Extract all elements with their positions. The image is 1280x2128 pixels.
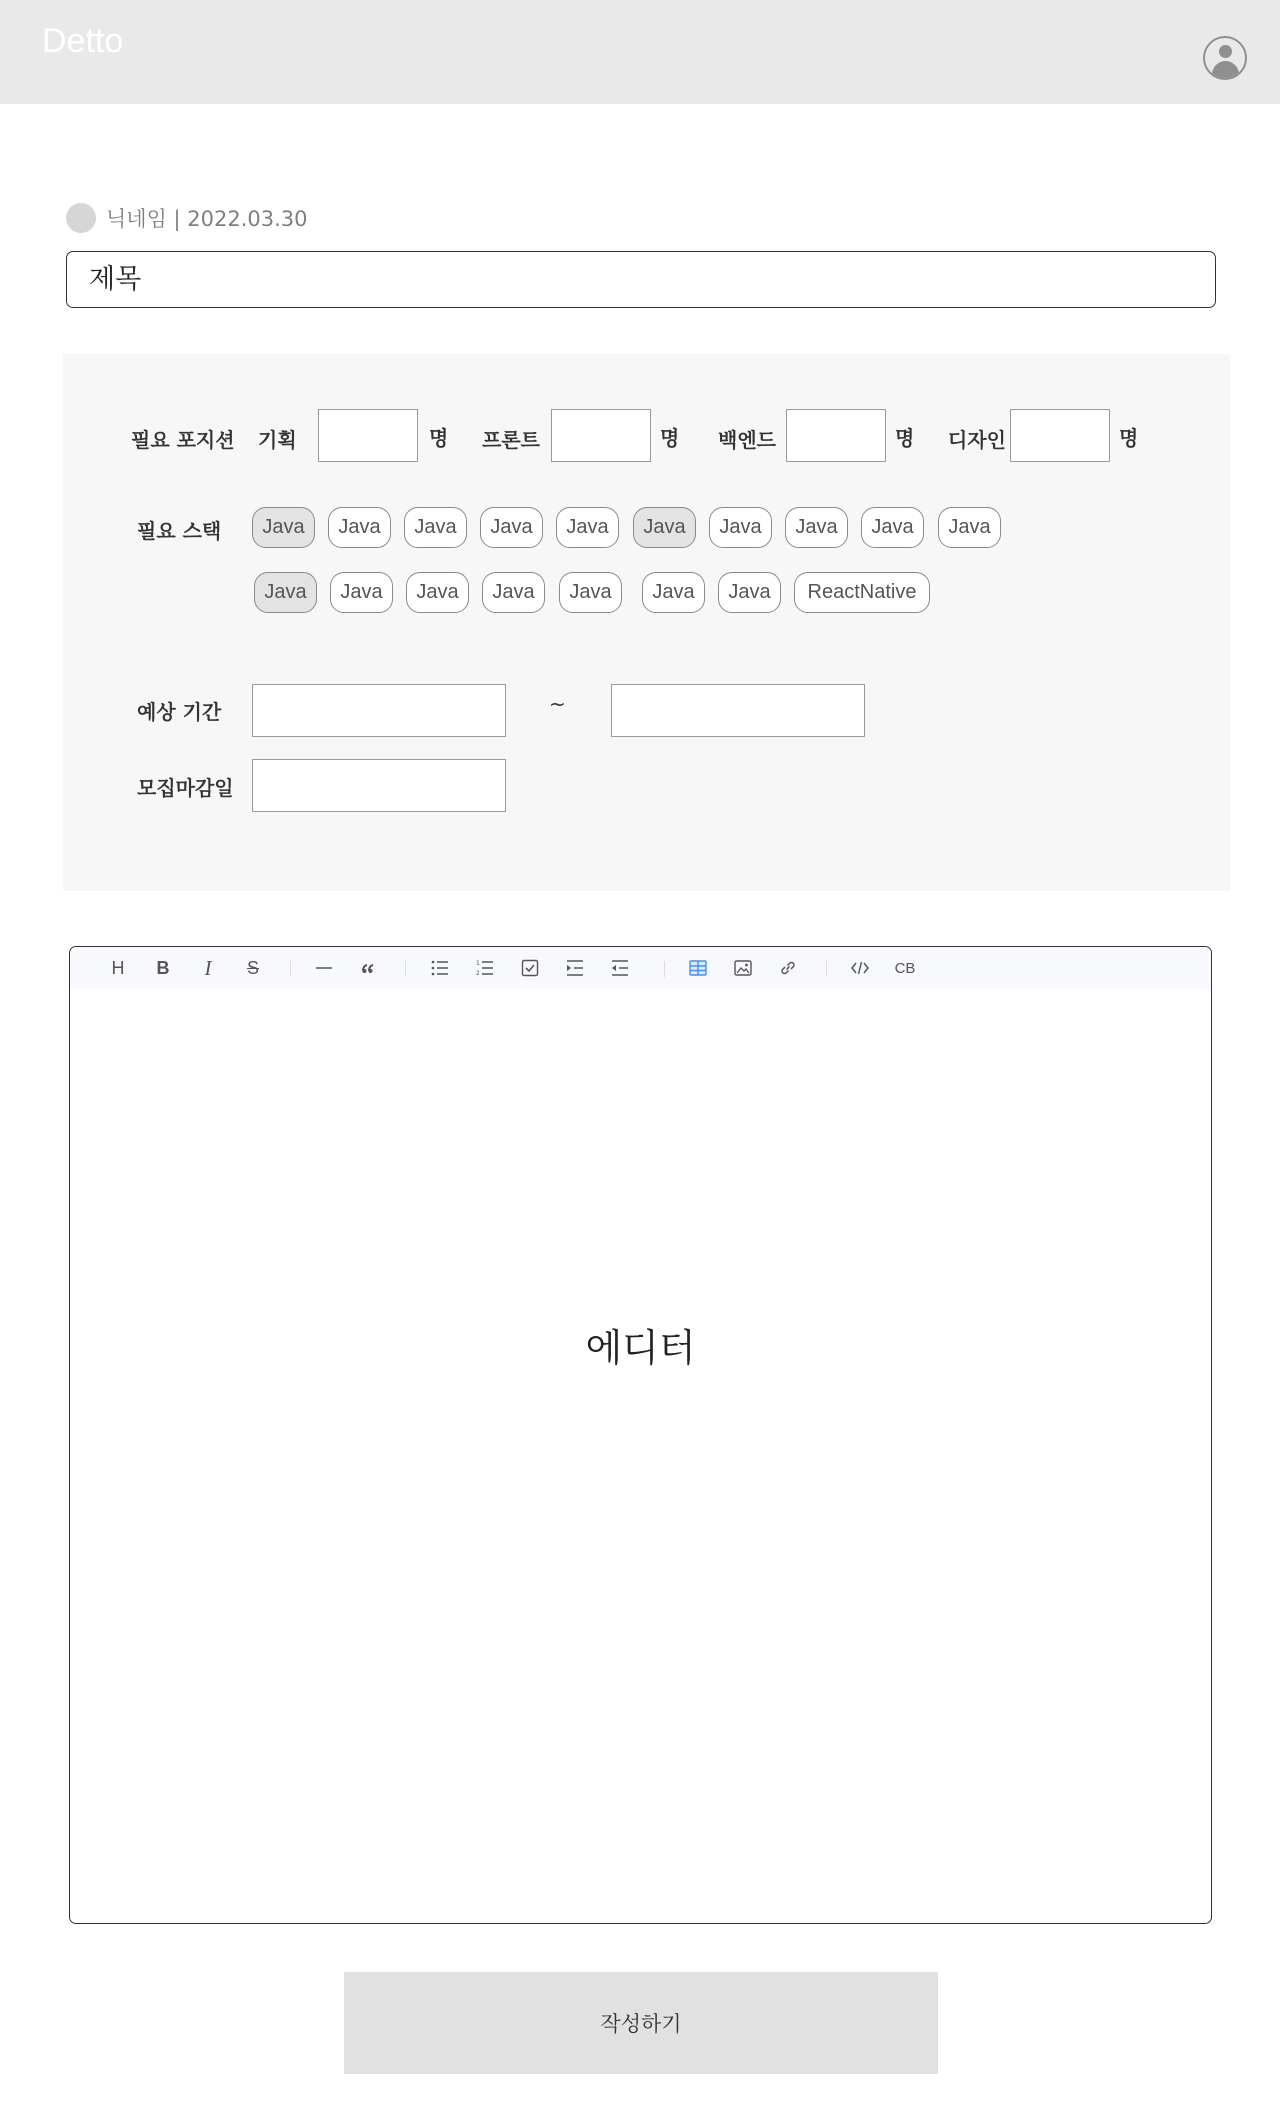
position-frontend-input[interactable] bbox=[551, 409, 651, 462]
stack-chip[interactable]: Java bbox=[480, 507, 543, 548]
author-row bbox=[66, 203, 308, 233]
toolbar-divider bbox=[290, 961, 291, 977]
author-meta: 닉네임 | 2022.03.30 bbox=[106, 207, 308, 231]
position-backend-input[interactable] bbox=[786, 409, 886, 462]
position-frontend-label: 프론트 bbox=[482, 428, 540, 452]
stack-chip[interactable]: Java bbox=[404, 507, 467, 548]
bold-icon[interactable]: B bbox=[156, 957, 170, 978]
svg-text:2: 2 bbox=[476, 970, 480, 977]
position-design-label: 디자인 bbox=[948, 428, 1006, 452]
bullet-list-icon[interactable] bbox=[426, 954, 454, 982]
position-backend-label: 백엔드 bbox=[718, 428, 776, 452]
task-list-icon[interactable] bbox=[516, 954, 544, 982]
deadline-input[interactable] bbox=[252, 759, 506, 812]
position-planning-label: 기획 bbox=[258, 428, 297, 452]
outdent-icon[interactable] bbox=[606, 954, 634, 982]
editor-placeholder: 에디터 bbox=[585, 1326, 696, 1370]
stack-chip[interactable]: Java bbox=[328, 507, 391, 548]
stack-chip[interactable]: Java bbox=[406, 572, 469, 613]
ordered-list-icon[interactable] bbox=[471, 954, 499, 982]
strike-icon[interactable]: S bbox=[246, 957, 259, 978]
italic-icon[interactable]: I bbox=[204, 955, 212, 980]
stack-chip[interactable]: Java bbox=[718, 572, 781, 613]
stack-chip[interactable]: Java bbox=[556, 507, 619, 548]
toolbar-divider bbox=[826, 961, 827, 977]
image-icon[interactable] bbox=[729, 954, 757, 982]
position-design-unit: 명 bbox=[1119, 426, 1139, 450]
svg-text:1: 1 bbox=[476, 960, 480, 967]
codeblock-icon[interactable]: CB bbox=[894, 959, 916, 977]
period-start-input[interactable] bbox=[252, 684, 506, 737]
heading-icon[interactable]: H bbox=[111, 957, 125, 978]
submit-button[interactable]: 작성하기 bbox=[344, 1972, 938, 2074]
stack-chip[interactable]: ReactNative bbox=[794, 572, 930, 613]
code-icon[interactable] bbox=[846, 954, 874, 982]
app-logo[interactable]: Detto bbox=[42, 22, 124, 60]
position-backend-unit: 명 bbox=[895, 426, 915, 450]
position-frontend-unit: 명 bbox=[660, 426, 680, 450]
stack-label: 필요 스택 bbox=[137, 519, 222, 543]
stack-chip[interactable]: Java bbox=[254, 572, 317, 613]
period-label: 예상 기간 bbox=[137, 700, 222, 724]
quote-icon[interactable] bbox=[355, 954, 383, 982]
title-input[interactable] bbox=[66, 251, 1216, 308]
stack-chip[interactable]: Java bbox=[642, 572, 705, 613]
deadline-label: 모집마감일 bbox=[137, 776, 234, 800]
recruit-options-panel bbox=[63, 354, 1230, 891]
markdown-editor[interactable] bbox=[69, 946, 1212, 1924]
stack-chip[interactable]: Java bbox=[559, 572, 622, 613]
stack-chip[interactable]: Java bbox=[861, 507, 924, 548]
stack-chip[interactable]: Java bbox=[633, 507, 696, 548]
hr-icon[interactable] bbox=[310, 954, 338, 982]
profile-button[interactable] bbox=[1203, 36, 1247, 80]
table-icon[interactable] bbox=[684, 954, 712, 982]
stack-chip[interactable]: Java bbox=[482, 572, 545, 613]
positions-label: 필요 포지션 bbox=[131, 428, 235, 452]
position-planning-input[interactable] bbox=[318, 409, 418, 462]
period-end-input[interactable] bbox=[611, 684, 865, 737]
position-planning-unit: 명 bbox=[429, 426, 449, 450]
indent-icon[interactable] bbox=[561, 954, 589, 982]
stack-chip[interactable]: Java bbox=[330, 572, 393, 613]
editor-toolbar bbox=[70, 947, 1211, 989]
position-design-input[interactable] bbox=[1010, 409, 1110, 462]
stack-chip[interactable]: Java bbox=[252, 507, 315, 548]
period-separator: ~ bbox=[549, 692, 566, 716]
toolbar-divider bbox=[664, 961, 665, 977]
stack-chip[interactable]: Java bbox=[709, 507, 772, 548]
toolbar-divider bbox=[405, 961, 406, 977]
stack-chip[interactable]: Java bbox=[785, 507, 848, 548]
link-icon[interactable] bbox=[774, 954, 802, 982]
app-header bbox=[0, 0, 1280, 104]
author-avatar bbox=[66, 203, 96, 233]
stack-chip[interactable]: Java bbox=[938, 507, 1001, 548]
